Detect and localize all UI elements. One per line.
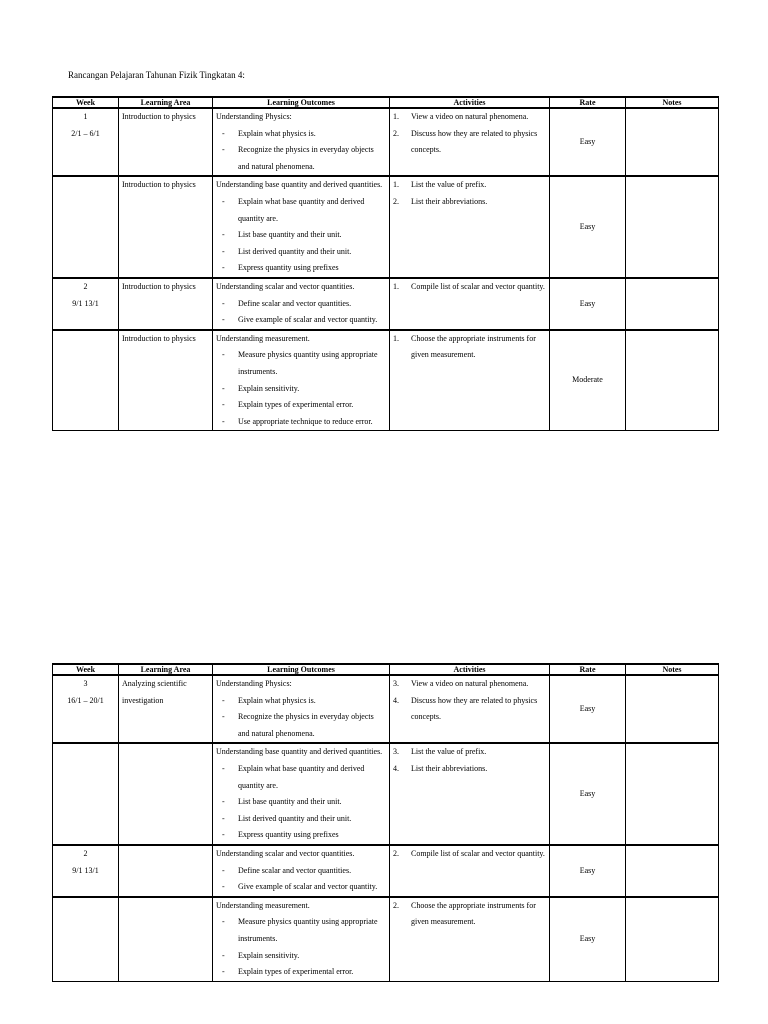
- outcome-item: - Explain sensitivity.: [216, 381, 386, 398]
- table-row: [53, 743, 719, 845]
- week-cell: [53, 743, 119, 845]
- activity-text: View a video on natural phenomena.: [411, 112, 529, 121]
- activity-text: Choose the appropriate instruments for given measurement.: [411, 333, 536, 360]
- week-line: 3: [83, 679, 88, 688]
- activity-list: [393, 279, 546, 296]
- rate-cell: Easy: [550, 278, 626, 330]
- learning-area-cell: [119, 897, 213, 981]
- table-row: [53, 278, 719, 330]
- activity-item: [393, 693, 546, 726]
- activity-text: Discuss how they are related to physics concepts.: [411, 695, 538, 722]
- activity-item: [393, 744, 546, 761]
- activities-cell: [390, 743, 550, 845]
- header-rate: Rate: [550, 97, 626, 108]
- lesson-plan-table-1: [52, 96, 719, 431]
- outcome-item: - Use appropriate technique to reduce error.: [216, 414, 386, 431]
- learning-area-cell: Introduction to physics: [119, 108, 213, 176]
- week-line: 16/1 – 20/1: [67, 695, 104, 705]
- notes-cell: [626, 278, 719, 330]
- activity-text: List their abbreviations.: [411, 196, 488, 206]
- header-learning-outcomes: Learning Outcomes: [213, 664, 390, 675]
- outcome-item: - Express quantity using prefixes: [216, 260, 386, 277]
- outcome-title: Understanding base quantity and derived quantities.: [216, 180, 383, 190]
- lesson-plan-table-2: [52, 663, 719, 982]
- activity-list: [393, 898, 546, 931]
- header-rate: Rate: [550, 664, 626, 675]
- rate-cell: Easy: [550, 897, 626, 981]
- learning-area-cell: [119, 845, 213, 897]
- outcome-item: - Explain what physics is.: [216, 693, 386, 710]
- outcome-title: Understanding scalar and vector quantities.: [216, 281, 355, 291]
- activity-list: [393, 331, 546, 364]
- activity-text: Discuss how they are related to physics concepts.: [411, 128, 538, 155]
- activities-cell: [390, 845, 550, 897]
- outcome-title: Understanding measurement.: [216, 333, 310, 343]
- week-line: 9/1 13/1: [72, 298, 99, 308]
- activity-list: [393, 177, 546, 210]
- activity-number: 2.: [393, 196, 399, 206]
- outcome-item: - Measure physics quantity using appropriate instruments.: [216, 347, 386, 380]
- activity-list: [393, 846, 546, 863]
- outcome-item: - List derived quantity and their unit.: [216, 811, 386, 828]
- activity-number: 4.: [393, 763, 399, 773]
- activity-number: 1.: [393, 112, 399, 121]
- activity-text: View a video on natural phenomena.: [411, 679, 529, 688]
- table-row: [53, 108, 719, 176]
- activities-cell: [390, 330, 550, 431]
- header-notes: Notes: [626, 664, 719, 675]
- activity-number: 2.: [393, 848, 399, 858]
- week-line: 9/1 13/1: [72, 865, 99, 875]
- header-learning-area: Learning Area: [119, 97, 213, 108]
- outcome-list: [216, 296, 386, 329]
- week-line: 2: [83, 281, 88, 291]
- outcome-list: [216, 126, 386, 176]
- outcome-item: - Explain what base quantity and derived quantity are.: [216, 761, 386, 794]
- outcome-item: - Explain what base quantity and derived quantity are.: [216, 194, 386, 227]
- header-learning-outcomes: Learning Outcomes: [213, 97, 390, 108]
- outcome-list: [216, 914, 386, 980]
- activity-item: [393, 761, 546, 778]
- outcome-title: Understanding Physics:: [216, 112, 292, 121]
- table-header-row: [53, 97, 719, 108]
- outcome-title: Understanding Physics:: [216, 679, 292, 688]
- table-row: [53, 845, 719, 897]
- learning-outcomes-cell: [213, 845, 390, 897]
- activity-text: Compile list of scalar and vector quantity.: [411, 848, 545, 858]
- rate-cell: Moderate: [550, 330, 626, 431]
- outcome-title: Understanding base quantity and derived quantities.: [216, 747, 383, 757]
- header-notes: Notes: [626, 97, 719, 108]
- outcome-title: Understanding measurement.: [216, 900, 310, 910]
- notes-cell: [626, 743, 719, 845]
- week-cell: [53, 176, 119, 278]
- outcome-list: [216, 194, 386, 277]
- activity-item: [393, 177, 546, 194]
- activities-cell: [390, 108, 550, 176]
- learning-outcomes-cell: [213, 108, 390, 176]
- rate-cell: Easy: [550, 675, 626, 743]
- outcome-list: [216, 761, 386, 844]
- table-header-row: [53, 664, 719, 675]
- activity-list: [393, 676, 546, 726]
- week-line: 1: [83, 112, 88, 121]
- outcome-item: - Explain what physics is.: [216, 126, 386, 143]
- outcome-item: - List derived quantity and their unit.: [216, 244, 386, 261]
- outcome-item: - Explain types of experimental error.: [216, 397, 386, 414]
- learning-area-cell: Introduction to physics: [119, 176, 213, 278]
- outcome-item: - Measure physics quantity using appropriate instruments.: [216, 914, 386, 947]
- rate-cell: Easy: [550, 176, 626, 278]
- week-cell: [53, 897, 119, 981]
- document-title: Rancangan Pelajaran Tahunan Fizik Tingkatan 4:: [68, 70, 245, 80]
- week-cell: [53, 330, 119, 431]
- activity-text: List the value of prefix.: [411, 180, 487, 190]
- activity-item: [393, 331, 546, 364]
- outcome-item: - Recognize the physics in everyday objects and natural phenomena.: [216, 142, 386, 175]
- header-activities: Activities: [390, 664, 550, 675]
- activities-cell: [390, 278, 550, 330]
- notes-cell: [626, 845, 719, 897]
- outcome-item: - Explain types of experimental error.: [216, 964, 386, 981]
- outcome-list: [216, 863, 386, 896]
- week-line: 2/1 – 6/1: [71, 128, 100, 138]
- activity-list: [393, 744, 546, 777]
- learning-area-cell: [119, 743, 213, 845]
- rate-cell: Easy: [550, 845, 626, 897]
- header-activities: Activities: [390, 97, 550, 108]
- learning-outcomes-cell: [213, 330, 390, 431]
- activities-cell: [390, 176, 550, 278]
- outcome-item: - Define scalar and vector quantities.: [216, 863, 386, 880]
- week-cell: [53, 278, 119, 330]
- activity-number: 4.: [393, 695, 399, 705]
- table-row: [53, 330, 719, 431]
- activities-cell: [390, 897, 550, 981]
- learning-outcomes-cell: [213, 743, 390, 845]
- activity-text: Choose the appropriate instruments for given measurement.: [411, 900, 536, 927]
- activity-number: 2.: [393, 900, 399, 910]
- activity-item: [393, 279, 546, 296]
- week-cell: [53, 845, 119, 897]
- outcome-item: - Recognize the physics in everyday objects and natural phenomena.: [216, 709, 386, 742]
- rate-cell: Easy: [550, 108, 626, 176]
- learning-outcomes-cell: [213, 278, 390, 330]
- activity-number: 2.: [393, 128, 399, 138]
- activity-text: List their abbreviations.: [411, 763, 488, 773]
- header-learning-area: Learning Area: [119, 664, 213, 675]
- table-row: [53, 897, 719, 981]
- learning-outcomes-cell: [213, 897, 390, 981]
- outcome-item: - Explain sensitivity.: [216, 948, 386, 965]
- table-row: [53, 675, 719, 743]
- notes-cell: [626, 897, 719, 981]
- week-line: 2: [83, 848, 88, 858]
- activity-number: 1.: [393, 180, 399, 190]
- learning-outcomes-cell: [213, 176, 390, 278]
- outcome-list: [216, 347, 386, 430]
- outcome-item: - List base quantity and their unit.: [216, 794, 386, 811]
- week-cell: [53, 675, 119, 743]
- header-week: Week: [53, 97, 119, 108]
- activity-item: [393, 676, 546, 693]
- rate-cell: Easy: [550, 743, 626, 845]
- activity-number: 3.: [393, 679, 399, 688]
- activity-text: Compile list of scalar and vector quantity.: [411, 281, 545, 291]
- activity-item: [393, 846, 546, 863]
- outcome-list: [216, 693, 386, 743]
- outcome-item: - Give example of scalar and vector quantity.: [216, 879, 386, 896]
- activity-number: 3.: [393, 747, 399, 757]
- outcome-title: Understanding scalar and vector quantities.: [216, 848, 355, 858]
- activity-item: [393, 194, 546, 211]
- activity-item: [393, 109, 546, 126]
- outcome-item: - Express quantity using prefixes: [216, 827, 386, 844]
- week-cell: [53, 108, 119, 176]
- notes-cell: [626, 675, 719, 743]
- outcome-item: - List base quantity and their unit.: [216, 227, 386, 244]
- learning-area-cell: Introduction to physics: [119, 330, 213, 431]
- activity-list: [393, 109, 546, 159]
- activity-item: [393, 898, 546, 931]
- learning-area-cell: Analyzing scientific investigation: [119, 675, 213, 743]
- notes-cell: [626, 330, 719, 431]
- activity-number: 1.: [393, 333, 399, 343]
- learning-outcomes-cell: [213, 675, 390, 743]
- notes-cell: [626, 108, 719, 176]
- activity-item: [393, 126, 546, 159]
- outcome-item: - Define scalar and vector quantities.: [216, 296, 386, 313]
- outcome-item: - Give example of scalar and vector quantity.: [216, 312, 386, 329]
- header-week: Week: [53, 664, 119, 675]
- table-row: [53, 176, 719, 278]
- activity-number: 1.: [393, 281, 399, 291]
- activity-text: List the value of prefix.: [411, 747, 487, 757]
- activities-cell: [390, 675, 550, 743]
- learning-area-cell: Introduction to physics: [119, 278, 213, 330]
- notes-cell: [626, 176, 719, 278]
